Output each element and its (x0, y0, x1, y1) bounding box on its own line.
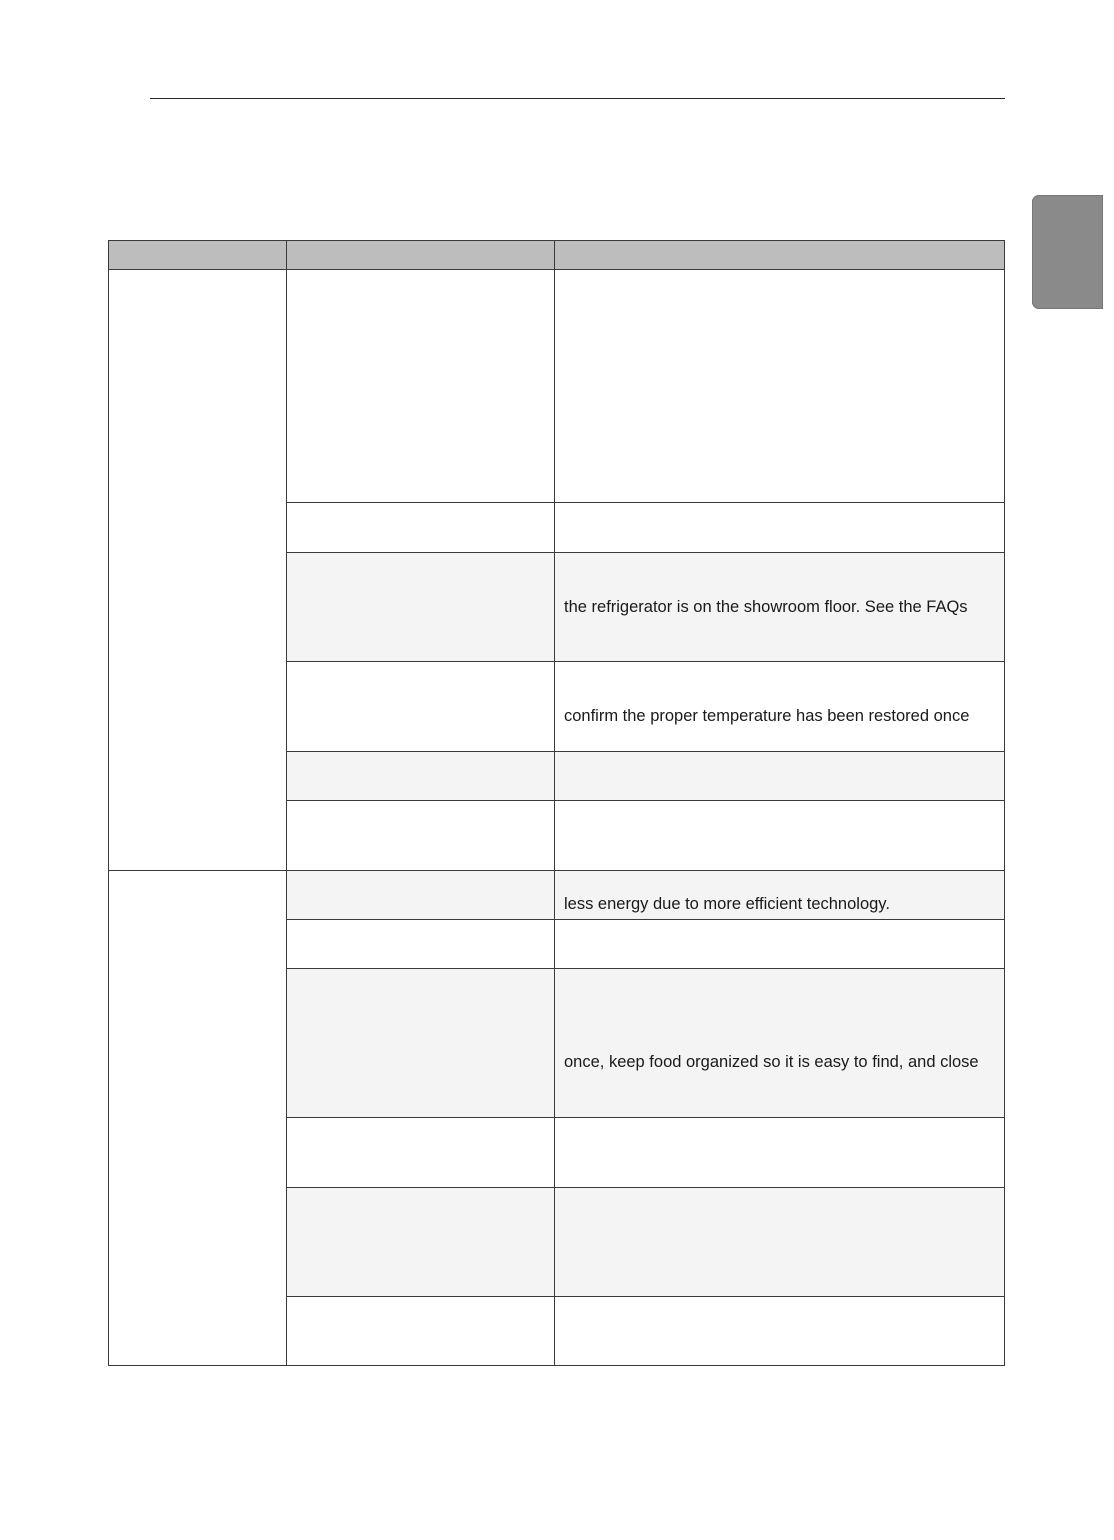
cause-cell (287, 662, 555, 752)
solution-text: the refrigerator is on the showroom floor. See the FAQs (564, 598, 968, 616)
header-cell-problem (109, 241, 287, 270)
language-side-tab (1032, 195, 1103, 309)
cause-cell (287, 969, 555, 1118)
table-row (109, 270, 1005, 503)
solution-text: confirm the proper temperature has been restored once (564, 707, 970, 725)
problem-cell-group-2 (109, 871, 287, 1366)
header-rule (150, 98, 1005, 99)
solution-cell (555, 801, 1005, 871)
cause-cell (287, 1297, 555, 1366)
troubleshooting-table (108, 240, 1005, 1366)
header-cell-solution (555, 241, 1005, 270)
cause-cell (287, 270, 555, 503)
solution-cell (555, 752, 1005, 801)
cause-cell (287, 1118, 555, 1188)
solution-cell (555, 969, 1005, 1118)
solution-cell (555, 270, 1005, 503)
solution-cell (555, 503, 1005, 553)
cause-cell (287, 801, 555, 871)
table-header-row (109, 241, 1005, 270)
solution-text: once, keep food organized so it is easy to find, and close (564, 1053, 979, 1071)
solution-text: less energy due to more efficient technology. (564, 895, 890, 913)
solution-cell (555, 553, 1005, 662)
cause-cell (287, 553, 555, 662)
solution-cell (555, 920, 1005, 969)
cause-cell (287, 920, 555, 969)
solution-cell (555, 1297, 1005, 1366)
solution-cell (555, 1118, 1005, 1188)
problem-cell-group-1 (109, 270, 287, 871)
header-cell-cause (287, 241, 555, 270)
solution-cell (555, 1188, 1005, 1297)
cause-cell (287, 503, 555, 553)
solution-cell (555, 871, 1005, 920)
table-row (109, 871, 1005, 920)
cause-cell (287, 871, 555, 920)
solution-cell (555, 662, 1005, 752)
cause-cell (287, 1188, 555, 1297)
cause-cell (287, 752, 555, 801)
